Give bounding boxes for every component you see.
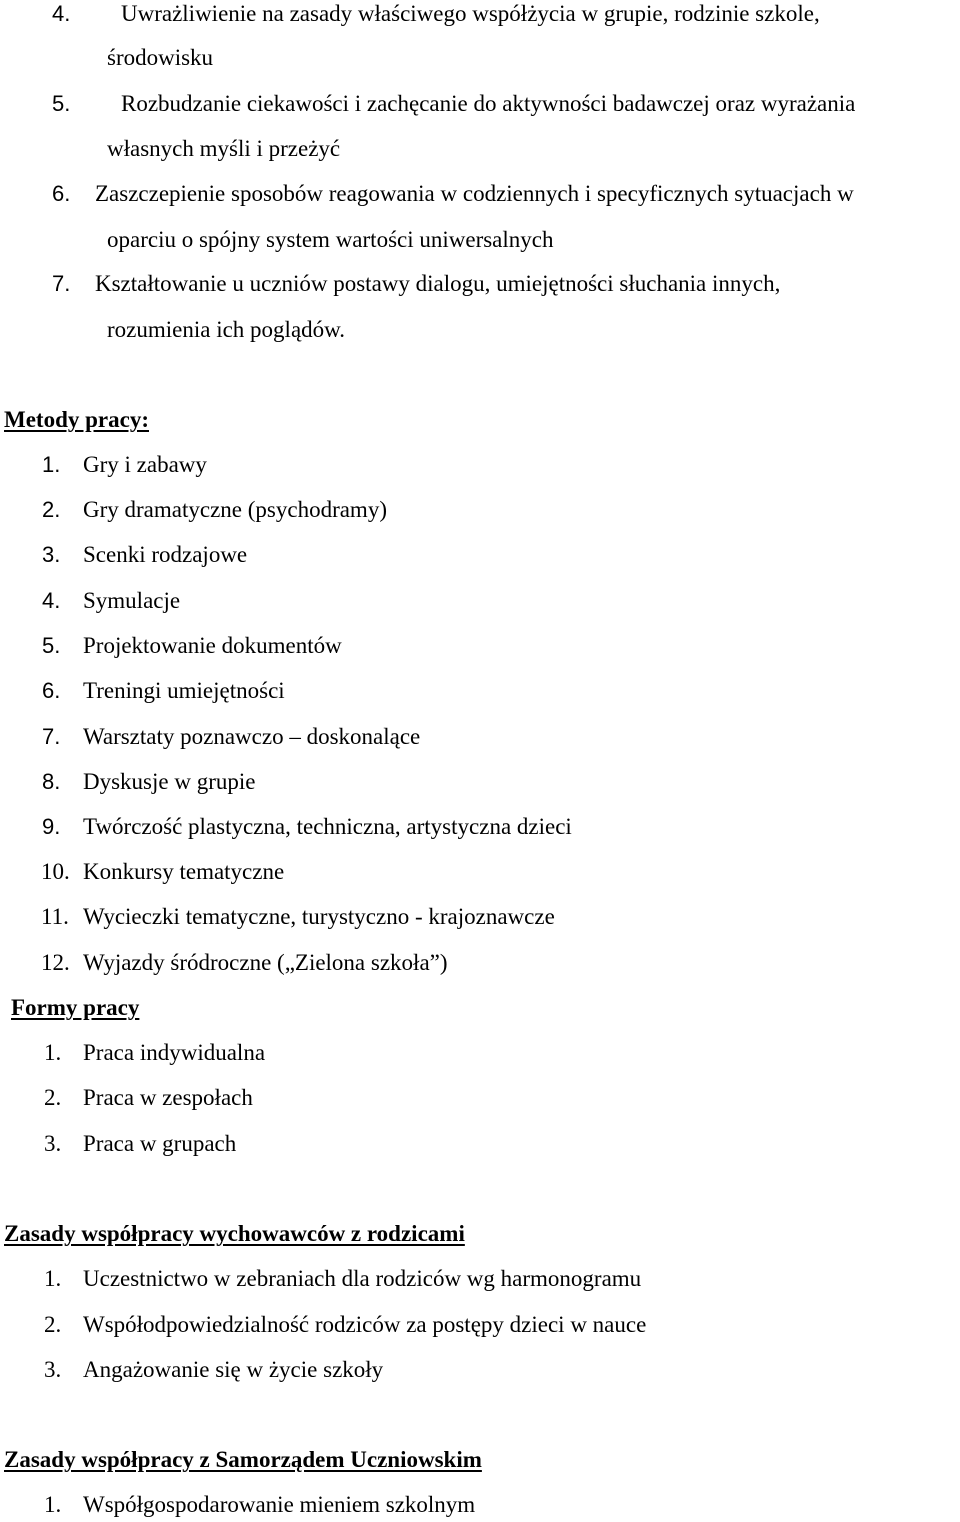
- methods-item: Treningi umiejętności: [83, 678, 285, 703]
- parents-item: Uczestnictwo w zebraniach dla rodziców wg harmonogramu: [83, 1266, 642, 1291]
- methods-item-number: 2.: [42, 497, 61, 522]
- forms-item-number: 2.: [44, 1085, 62, 1110]
- goal-number: 7.: [52, 271, 71, 296]
- parents-item-number: 1.: [44, 1266, 62, 1291]
- goal-number: 5.: [52, 91, 71, 116]
- forms-item: Praca indywidualna: [83, 1040, 266, 1065]
- methods-item-number: 6.: [42, 678, 61, 703]
- parents-item: Współodpowiedzialność rodziców za postępy dzieci w nauce: [83, 1312, 647, 1337]
- methods-item-number: 1.: [42, 452, 61, 477]
- goal-text-continued: oparciu o spójny system wartości uniwersalnych: [107, 227, 554, 252]
- forms-heading: Formy pracy: [11, 995, 140, 1020]
- methods-item: Projektowanie dokumentów: [83, 633, 342, 658]
- methods-item-number: 4.: [42, 588, 61, 613]
- parents-item-number: 2.: [44, 1312, 62, 1337]
- methods-item: Twórczość plastyczna, techniczna, artystyczna dzieci: [83, 814, 572, 839]
- methods-item: Wycieczki tematyczne, turystyczno - krajoznawcze: [83, 904, 555, 929]
- forms-item: Praca w grupach: [83, 1131, 237, 1156]
- forms-item-number: 3.: [44, 1131, 62, 1156]
- goal-text: Kształtowanie u uczniów postawy dialogu, umiejętności słuchania innych,: [95, 271, 781, 296]
- goal-text-continued: rozumienia ich poglądów.: [107, 317, 346, 342]
- council-item: Współgospodarowanie mieniem szkolnym: [83, 1492, 476, 1517]
- methods-item: Scenki rodzajowe: [83, 542, 248, 567]
- methods-item-number: 8.: [42, 769, 61, 794]
- methods-item: Wyjazdy śródroczne („Zielona szkoła”): [83, 950, 448, 975]
- methods-item-number: 10.: [41, 859, 70, 884]
- goal-text: Rozbudzanie ciekawości i zachęcanie do aktywności badawczej oraz wyrażania: [121, 91, 856, 116]
- goal-text: Zaszczepienie sposobów reagowania w codziennych i specyficznych sytuacjach w: [95, 181, 854, 206]
- forms-item-number: 1.: [44, 1040, 62, 1065]
- methods-item-number: 11.: [41, 904, 69, 929]
- parents-item-number: 3.: [44, 1357, 62, 1382]
- goal-number: 4.: [52, 1, 71, 26]
- goal-text-continued: własnych myśli i przeżyć: [107, 136, 341, 161]
- goal-text-continued: środowisku: [107, 45, 214, 70]
- parents-cooperation-heading: Zasady współpracy wychowawców z rodzicami: [4, 1221, 465, 1246]
- methods-item-number: 9.: [42, 814, 61, 839]
- parents-item: Angażowanie się w życie szkoły: [83, 1357, 384, 1382]
- forms-item: Praca w zespołach: [83, 1085, 253, 1110]
- methods-heading: Metody pracy:: [4, 407, 149, 432]
- methods-item: Konkursy tematyczne: [83, 859, 285, 884]
- methods-item: Dyskusje w grupie: [83, 769, 256, 794]
- student-council-heading: Zasady współpracy z Samorządem Uczniowskim: [4, 1447, 482, 1472]
- goal-text: Uwrażliwienie na zasady właściwego współżycia w grupie, rodzinie szkole,: [121, 1, 820, 26]
- methods-item: Gry i zabawy: [83, 452, 207, 477]
- methods-item-number: 12.: [41, 950, 70, 975]
- methods-item: Warsztaty poznawczo – doskonalące: [83, 724, 421, 749]
- methods-item: Gry dramatyczne (psychodramy): [83, 497, 387, 522]
- council-item-number: 1.: [44, 1492, 62, 1517]
- goal-number: 6.: [52, 181, 71, 206]
- methods-item-number: 5.: [42, 633, 61, 658]
- methods-item-number: 7.: [42, 724, 61, 749]
- methods-item: Symulacje: [83, 588, 181, 613]
- methods-item-number: 3.: [42, 542, 61, 567]
